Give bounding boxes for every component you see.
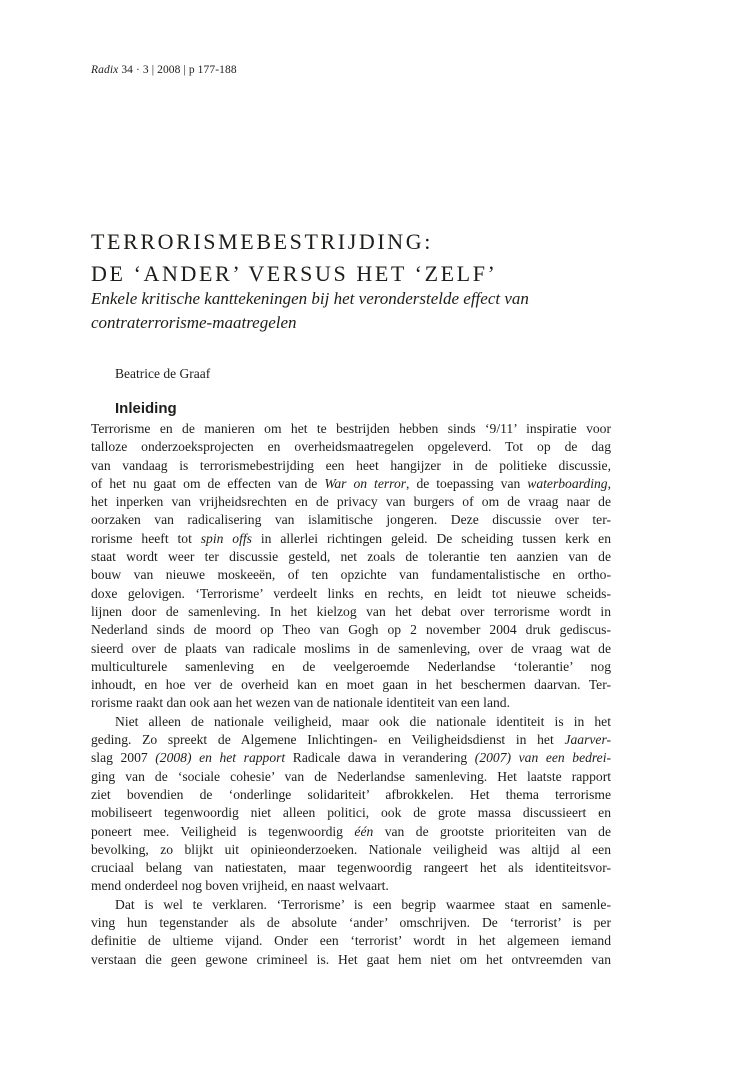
subtitle-line: Enkele kritische kanttekeningen bij het veronderstelde effect van [91,289,529,308]
text-segment: doxe gelovigen. ‘Terrorisme’ verdeelt links en rechts, en leidt tot nieuwe scheids- [91,585,611,601]
text-segment: of het nu gaat om de effecten van de [91,475,325,491]
section-heading: Inleiding [115,400,177,417]
text-segment: slag 2007 [91,750,148,766]
text-segment: cruciaal belang van natiestaten, maar tegenwoordig rangeert het als identiteitsvor- [91,860,611,876]
text-line [91,585,611,603]
text-line [91,896,611,914]
text-line [91,786,611,804]
text-segment: staat wordt weer ter discussie gesteld, net zoals de tolerantie ten aanzien van de [91,549,611,565]
text-line [91,640,611,658]
italic-text: waterboarding [527,475,608,491]
text-line [91,621,611,639]
text-line [91,713,611,731]
text-line [91,694,611,712]
text-line [91,530,611,548]
italic-text: (2007) van een bedrei- [467,750,612,766]
italic-text: Jaarver- [564,732,611,748]
text-segment: oorzaken van radicalisering van islamitische jongeren. Deze discussie over ter- [91,512,611,528]
text-segment: van de grootste prioriteiten van de [373,823,612,839]
text-segment: in allerlei richtingen geleid. De scheiding tussen kerk en [251,530,611,546]
text-segment: talloze onderzoeksprojecten en overheidsmaatregelen opgeleverd. Tot op de dag [91,439,611,455]
text-segment: Terrorisme en de manieren om het te bestrijden hebben sinds ‘9/11’ inspiratie voor [91,421,611,436]
text-line [91,566,611,584]
italic-text: spin offs [200,530,252,546]
text-line [91,768,611,786]
text-line [91,493,611,511]
text-segment: sieerd over de plaats van radicale moslims in de samenleving, over de vraag wat de [91,640,611,656]
text-line [91,457,611,475]
text-line [91,420,611,438]
text-line [91,658,611,676]
text-segment: definitie de ultieme vijand. Onder een ‘terrorist’ wordt in het algemeen iemand [91,933,611,949]
text-segment: lijnen door de samenleving. In het kielzog van het debat over terrorisme wordt in [91,603,611,619]
title-line: DE ‘ANDER’ VERSUS HET ‘ZELF’ [91,261,498,286]
text-segment: ving hun tegenstander als de absolute ‘ander’ omschrijven. De ‘terrorist’ is per [91,915,611,931]
text-segment: rorisme heeft tot [91,530,201,546]
text-line [91,749,611,767]
text-segment: van vandaag is terrorismebestrijding een heet hangijzer in de politieke discussie, [91,457,611,473]
text-segment: geding. Zo spreekt de Algemene Inlichtingen- en Veiligheidsdienst in het [91,732,565,748]
journal-citation: 34 · 3 | 2008 | p 177-188 [121,64,237,76]
text-line [91,603,611,621]
text-line [91,823,611,841]
title-line: TERRORISMEBESTRIJDING: [91,229,433,254]
text-segment: verstaan die geen gewone crimineel is. Het gaat hem niet om het ontvreemden van [91,951,611,967]
text-segment: mobiliseert tegenwoordig niet alleen politici, ook de grote massa discussieert en [91,805,611,821]
text-segment: Nederland sinds de moord op Theo van Gogh op 2 november 2004 druk gediscus- [91,622,611,638]
text-segment: , de toepassing van [406,475,528,491]
text-segment: poneert mee. Veiligheid is tegenwoordig [91,823,355,839]
journal-name: Radix [91,64,119,76]
text-line [91,676,611,694]
text-line [91,438,611,456]
text-segment: inhoudt, en hoe ver de overheid kan en moet gaan in het beschermen daarvan. Ter- [91,677,611,693]
text-segment: bouw van nieuwe moskeeën, of ten opzichte van fundamentalistische en ortho- [91,567,611,583]
text-segment: Radicale dawa in verandering [292,750,468,766]
article-subtitle [91,287,651,335]
text-line [91,877,611,895]
text-segment: rorisme raakt dan ook aan het wezen van de nationale identiteit van een land. [91,695,510,711]
text-segment: ziet bovendien de ‘onderlinge solidariteit’ afbrokkelen. Het thema terrorisme [91,786,611,802]
text-line [91,511,611,529]
text-segment: multiculturele samenleving en de veelgeroemde Nederlandse ‘tolerantie’ nog [91,658,611,674]
text-segment: , [607,475,611,491]
text-line [91,804,611,822]
text-segment: mend onderdeel nog boven vrijheid, en naast welvaart. [91,878,389,894]
text-line [91,731,611,749]
running-head [91,64,237,76]
body-text [91,420,611,969]
text-segment: ging van de ‘sociale cohesie’ van de Nederlandse samenleving. Het laatste rapport [91,768,611,784]
subtitle-line: contraterrorisme-maatregelen [91,313,297,332]
italic-text: één [354,823,374,839]
text-line [91,548,611,566]
article-title [91,226,651,290]
italic-text: War on terror [324,475,407,491]
text-line [91,841,611,859]
author-name: Beatrice de Graaf [115,366,211,381]
text-line [91,932,611,950]
text-segment: Niet alleen de nationale veiligheid, maar ook die nationale identiteit is in het [115,713,611,729]
text-segment: het inperken van vrijheidsrechten en de privacy van burgers of om de vraag naar de [91,494,611,510]
text-line [91,859,611,877]
text-segment: Dat is wel te verklaren. ‘Terrorisme’ is een begrip waarmee staat en samenle- [115,896,611,912]
italic-text: (2008) en het rapport [147,750,293,766]
text-line [91,475,611,493]
text-segment: bevolking, zo blijkt uit opinieonderzoeken. Nationale veiligheid was altijd al een [91,841,611,857]
text-line [91,914,611,932]
text-line [91,951,611,969]
